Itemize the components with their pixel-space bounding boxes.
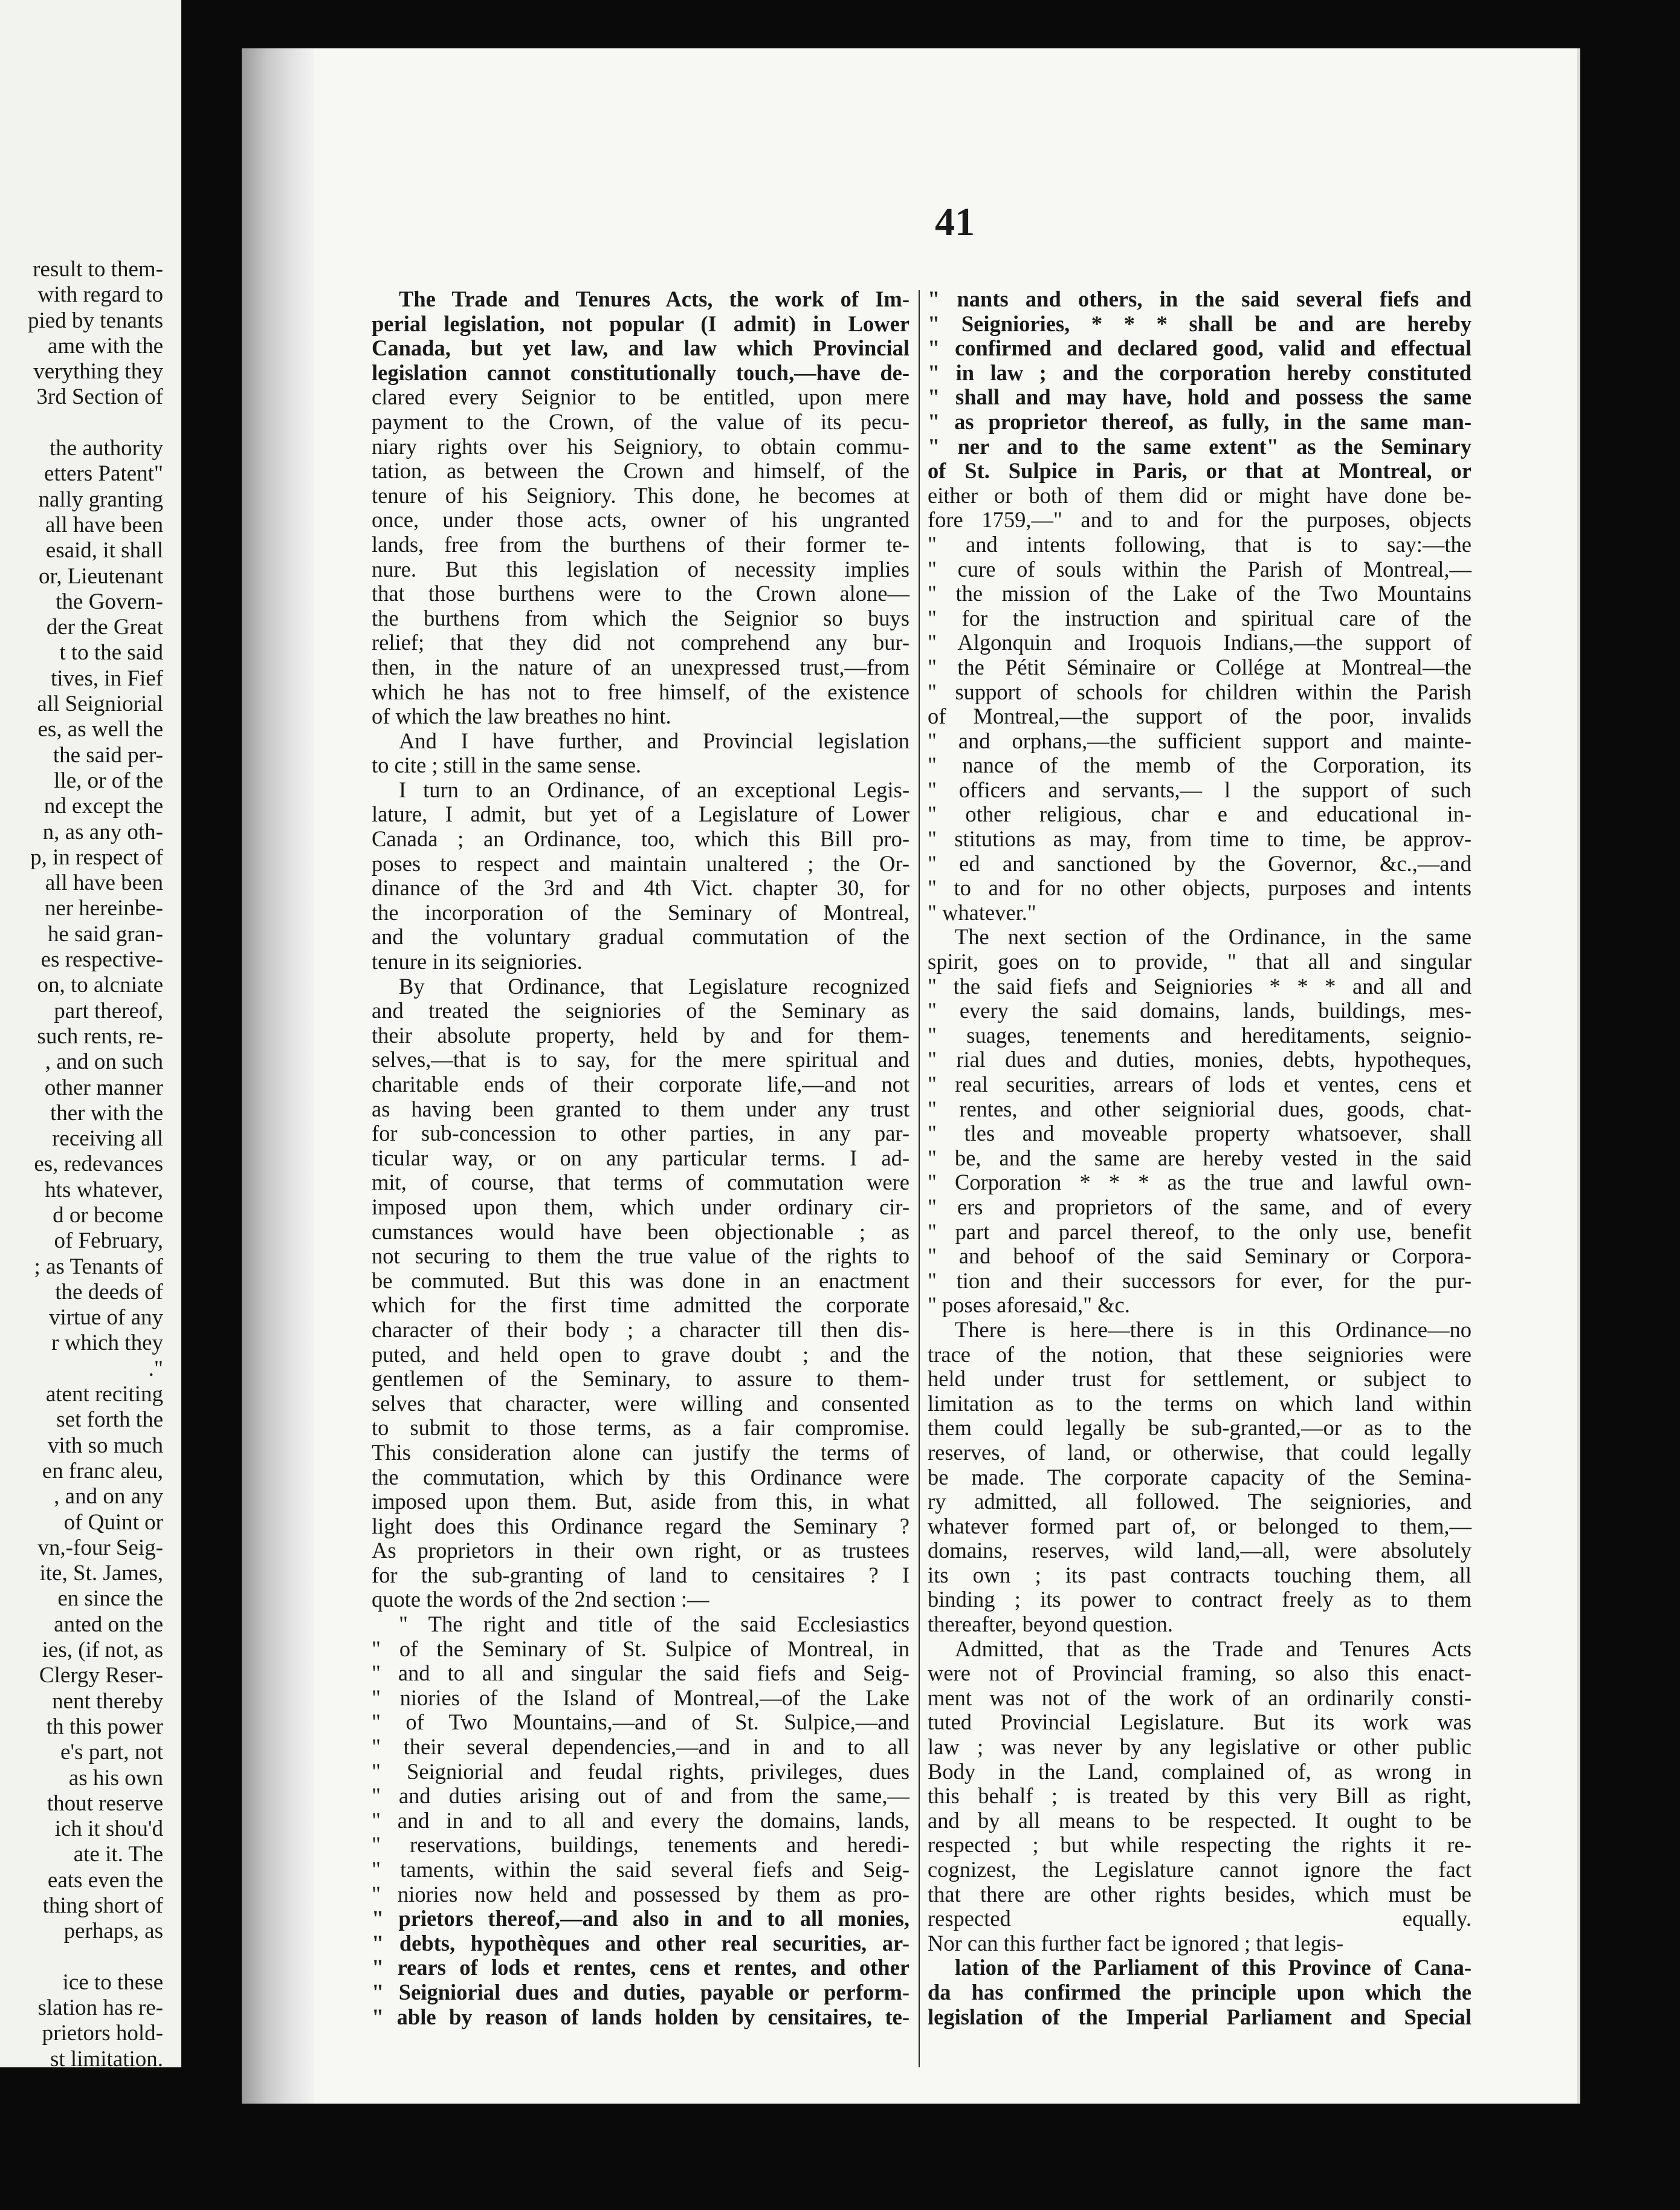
text-line: for sub-concession to other parties, in any par-: [372, 1121, 909, 1146]
text-line: " Corporation * * * as the true and lawful own-: [928, 1170, 1472, 1195]
text-line: set forth the: [56, 1407, 163, 1433]
text-line: result to them-: [33, 257, 163, 282]
text-line: its own ; its past contracts touching them, all: [928, 1562, 1472, 1587]
text-line: nure. But this legislation of necessity implies: [372, 556, 909, 582]
text-line: mit, of course, that terms of commutation were: [372, 1170, 909, 1195]
page-edge: [1577, 48, 1580, 2104]
text-line: virtue of any: [48, 1305, 163, 1330]
text-line: d or become: [53, 1202, 163, 1228]
text-line: this behalf ; is treated by this very Bill as right,: [928, 1783, 1472, 1809]
text-line: the authority: [49, 436, 163, 461]
text-line: " nants and others, in the said several fiefs and: [928, 287, 1472, 311]
text-line: " prietors thereof,—and also in and to all monies,: [372, 1906, 909, 1931]
text-line: " tion and their successors for ever, for the pur-: [928, 1268, 1472, 1293]
text-line: 3rd Section of: [36, 384, 163, 410]
text-line: verything they: [33, 359, 163, 384]
document-page: [314, 48, 1580, 2104]
text-line: " support of schools for children within the Parish: [928, 679, 1472, 704]
text-line: gentlemen of the Seminary, to assure to them-: [372, 1366, 909, 1392]
text-line: poses to respect and maintain unaltered ; the Or-: [372, 851, 909, 876]
text-line: ner hereinbe-: [44, 896, 163, 921]
text-line: atent reciting: [45, 1382, 163, 1407]
text-line: " and in and to all and every the domains, lands,: [372, 1807, 909, 1833]
text-line: selves,—that is to say, for the mere spiritual and: [372, 1047, 909, 1072]
text-line: " reservations, buildings, tenements and heredi-: [372, 1832, 909, 1858]
text-line: " niories of the Island of Montreal,—of the Lake: [372, 1685, 909, 1710]
text-line: tuted Provincial Legislature. But its work was: [928, 1709, 1472, 1735]
text-line: Clergy Reser-: [39, 1663, 163, 1688]
text-line: p, in respect of: [30, 844, 163, 870]
text-line: which he has not to free himself, of the existence: [372, 679, 909, 704]
text-line: Canada ; an Ordinance, too, which this Bill pro-: [372, 826, 909, 852]
text-line: " of the Seminary of St. Sulpice of Montreal, in: [372, 1636, 909, 1661]
right-text-column: [928, 287, 1472, 2029]
text-line: " cure of souls within the Parish of Montreal,—: [928, 556, 1472, 582]
text-line: law ; was never by any legislative or other public: [928, 1734, 1472, 1760]
text-line: " whatever.": [928, 899, 1036, 925]
text-line: " be, and the same are hereby vested in the said: [928, 1145, 1472, 1170]
text-line: charitable ends of their corporate life,—and not: [372, 1072, 909, 1097]
text-line: them could legally be sub-granted,—or as to the: [928, 1415, 1472, 1440]
text-line: thing short of: [42, 1893, 163, 1918]
text-line: " tles and moveable property whatsoever, shall: [928, 1121, 1472, 1146]
text-line: receiving all: [52, 1126, 163, 1152]
text-line: ry admitted, all followed. The seigniories, and: [928, 1489, 1472, 1514]
text-line: The Trade and Tenures Acts, the work of Im-: [399, 287, 909, 311]
text-line: of Montreal,—the support of the poor, invalids: [928, 704, 1472, 729]
text-line: ich it shou'd: [54, 1816, 163, 1842]
text-line: to cite ; still in the same sense.: [372, 753, 642, 778]
text-line: " and intents following, that is to say:—the: [928, 531, 1472, 557]
text-line: " and orphans,—the sufficient support and mainte-: [928, 728, 1472, 753]
text-line: that those burthens were to the Crown alone—: [372, 581, 909, 606]
text-line: This consideration alone can justify the terms of: [372, 1439, 909, 1465]
text-line: the burthens from which the Seignior so buys: [372, 605, 909, 630]
text-line: " and behoof of the said Seminary or Corpora-: [928, 1243, 1472, 1269]
text-line: " Seigniorial and feudal rights, privileges, dues: [372, 1758, 909, 1784]
text-line: thereafter, beyond question.: [928, 1612, 1173, 1637]
text-line: " for the instruction and spiritual care of the: [928, 605, 1472, 630]
text-line: that there are other rights besides, which must be: [928, 1881, 1472, 1907]
text-line: As proprietors in their own right, or as trustees: [372, 1538, 909, 1563]
text-line: trace of the notion, that these seigniories were: [928, 1341, 1472, 1367]
text-line: ite, St. James,: [39, 1561, 163, 1586]
text-line: of which the law breathes no hint.: [372, 704, 671, 729]
text-line: dinance of the 3rd and 4th Vict. chapter 30, for: [372, 875, 909, 901]
text-line: whatever formed part of, or belonged to them,—: [928, 1513, 1472, 1538]
text-line: character of their body ; a character till then dis-: [372, 1317, 909, 1342]
text-line: such rents, re-: [37, 1023, 163, 1049]
text-line: of February,: [54, 1228, 163, 1254]
text-line: prietors hold-: [42, 2021, 163, 2046]
text-line: nd except the: [44, 794, 163, 819]
text-line: clared every Seignior to be entitled, upon mere: [372, 384, 909, 410]
text-line: perhaps, as: [63, 1919, 163, 1944]
text-line: " Seigniories, * * * shall be and are hereby: [928, 311, 1472, 336]
text-line: as having been granted to them under any trust: [372, 1096, 909, 1121]
text-line: " rentes, and other seigniorial dues, goods, chat-: [928, 1096, 1472, 1121]
text-line: vith so much: [47, 1433, 163, 1458]
text-line: ies, (if not, as: [42, 1638, 163, 1663]
text-line: " as proprietor thereof, as fully, in the same man-: [928, 409, 1472, 434]
text-line: " niories now held and possessed by them as pro-: [372, 1881, 909, 1907]
text-line: " nance of the memb of the Corporation, its: [928, 753, 1472, 778]
column-divider: [919, 290, 920, 2067]
text-line: .": [148, 1356, 163, 1381]
text-line: Nor can this further fact be ignored ; that legis-: [928, 1930, 1344, 1956]
text-line: ther with the: [50, 1100, 163, 1126]
text-line: niary rights over his Seigniory, to obtain commu-: [372, 433, 909, 459]
text-line: Canada, but yet law, and law which Provincial: [372, 335, 909, 361]
text-line: " ed and sanctioned by the Governor, &c.,—and: [928, 851, 1472, 876]
text-line: es, redevances: [34, 1152, 163, 1177]
text-line: , and on such: [45, 1049, 163, 1075]
text-line: t to the said: [59, 640, 163, 666]
text-line: puted, and held open to grave doubt ; and the: [372, 1341, 909, 1367]
text-line: Admitted, that as the Trade and Tenures Acts: [955, 1636, 1472, 1661]
text-line: " debts, hypothèques and other real securities, ar-: [372, 1930, 909, 1956]
text-line: either or both of them did or might have done be-: [928, 482, 1472, 508]
text-line: ment was not of the work of an ordinarily consti-: [928, 1685, 1472, 1710]
text-line: hts whatever,: [45, 1177, 163, 1202]
text-line: spirit, goes on to provide, " that all and singular: [928, 949, 1472, 974]
text-line: der the Great: [46, 615, 163, 640]
text-line: all have been: [45, 870, 163, 896]
text-line: " rial dues and duties, monies, debts, hypotheques,: [928, 1047, 1472, 1072]
text-line: ice to these: [62, 1969, 163, 1995]
text-line: " suages, tenements and hereditaments, seignio-: [928, 1022, 1472, 1048]
text-line: The next section of the Ordinance, in the same: [955, 924, 1472, 950]
text-line: " the Pétit Séminaire or Collége at Montreal—the: [928, 654, 1472, 679]
text-line: imposed upon them, which under ordinary cir-: [372, 1194, 909, 1219]
text-line: lle, or of the: [54, 768, 163, 793]
text-line: th this power: [46, 1714, 163, 1739]
text-line: " taments, within the said several fiefs and Seig-: [372, 1857, 909, 1882]
text-line: ; as Tenants of: [34, 1254, 163, 1279]
text-line: binding ; its power to contract freely as to them: [928, 1587, 1472, 1612]
text-line: " rears of lods et rentes, cens et rentes, and other: [372, 1955, 909, 1980]
text-line: ticular way, or on any particular terms. I ad-: [372, 1145, 909, 1170]
text-line: domains, reserves, wild land,—all, were absolutely: [928, 1538, 1472, 1563]
text-line: esaid, it shall: [45, 538, 163, 563]
text-line: vn,-four Seig-: [37, 1535, 163, 1560]
text-line: payment to the Crown, of the value of its pecu-: [372, 409, 909, 434]
text-line: lature, I admit, but yet of a Legislature of Lower: [372, 802, 909, 827]
text-line: to submit to those terms, as a fair compromise.: [372, 1415, 909, 1440]
text-line: limitation as to the terms on which land within: [928, 1390, 1472, 1416]
text-line: eats even the: [47, 1867, 163, 1893]
text-line: legislation cannot constitutionally touch,—have de-: [372, 360, 909, 385]
text-line: " and to all and singular the said fiefs and Seig-: [372, 1661, 909, 1686]
text-line: By that Ordinance, that Legislature recognized: [399, 973, 909, 999]
text-line: " every the said domains, lands, buildings, mes-: [928, 998, 1472, 1023]
text-line: " and duties arising out of and from the same,—: [372, 1783, 909, 1809]
text-line: he said gran-: [47, 921, 163, 947]
text-line: for the sub-granting of land to censitaires ? I: [372, 1562, 909, 1587]
text-line: tives, in Fief: [50, 666, 163, 691]
text-line: tenure of his Seigniory. This done, he becomes at: [372, 482, 909, 508]
text-line: " part and parcel thereof, to the only use, benefit: [928, 1219, 1472, 1244]
text-line: selves that character, were willing and consented: [372, 1390, 909, 1416]
text-line: tation, as between the Crown and himself, of the: [372, 458, 909, 484]
text-line: anted on the: [54, 1612, 163, 1637]
previous-page-text: [0, 257, 163, 2067]
text-line: quote the words of the 2nd section :—: [372, 1587, 709, 1612]
text-line: ame with the: [47, 333, 163, 358]
text-line: legislation of the Imperial Parliament and Special: [928, 2004, 1472, 2029]
text-line: etters Patent": [44, 461, 163, 487]
text-line: fore 1759,—" and to and for the purposes, objects: [928, 507, 1472, 533]
text-line: r which they: [51, 1330, 163, 1356]
text-line: " shall and may have, hold and possess the same: [928, 384, 1472, 410]
text-line: respected equally.: [928, 1906, 1472, 1931]
text-line: There is here—there is in this Ordinance—no: [955, 1317, 1472, 1342]
text-line: And I have further, and Provincial legislation: [399, 728, 909, 753]
text-line: lands, free from the burthens of their former te-: [372, 531, 909, 557]
text-line: reserves, of land, or otherwise, that could legally: [928, 1439, 1472, 1465]
text-line: tenure in its seigniories.: [372, 949, 583, 974]
page-number: 41: [935, 200, 975, 244]
text-line: " of Two Mountains,—and of St. Sulpice,—and: [372, 1709, 909, 1735]
text-line: of Quint or: [63, 1509, 163, 1535]
text-line: es respective-: [40, 947, 163, 973]
text-line: were not of Provincial framing, so also this enact-: [928, 1661, 1472, 1686]
text-line: part thereof,: [54, 998, 163, 1023]
text-line: once, under those acts, owner of his ungranted: [372, 507, 909, 533]
text-line: the deeds of: [55, 1279, 163, 1304]
text-line: be commuted. But this was done in an enactment: [372, 1268, 909, 1293]
text-line: " the mission of the Lake of the Two Mountains: [928, 581, 1472, 606]
text-line: slation has re-: [37, 1995, 163, 2021]
text-line: pied by tenants: [27, 308, 163, 333]
text-line: [0, 410, 163, 436]
text-line: n, as any oth-: [42, 819, 163, 844]
text-line: not securing to them the true value of the rights to: [372, 1243, 909, 1269]
text-line: then, in the nature of an unexpressed trust,—from: [372, 654, 909, 679]
text-line: " able by reason of lands holden by censitaires, te-: [372, 2004, 909, 2029]
text-line: " to and for no other objects, purposes and intents: [928, 875, 1472, 901]
text-line: be made. The corporate capacity of the Semina-: [928, 1464, 1472, 1489]
text-line: " ner and to the same extent" as the Seminary: [928, 433, 1472, 459]
text-line: cognizest, the Legislature cannot ignore the fact: [928, 1857, 1472, 1882]
text-line: " Seigniorial dues and duties, payable or perform-: [372, 1979, 909, 2004]
text-line: e's part, not: [60, 1740, 163, 1765]
text-line: ate it. The: [73, 1842, 163, 1867]
text-line: da has confirmed the principle upon which the: [928, 1979, 1472, 2004]
text-line: " officers and servants,— l the support of such: [928, 777, 1472, 802]
text-line: the Govern-: [56, 589, 163, 614]
text-line: on, to alcniate: [37, 973, 163, 998]
text-line: " stitutions as may, from time to time, be approv-: [928, 826, 1472, 852]
left-text-column: [372, 287, 909, 2029]
text-line: their absolute property, held by and for them-: [372, 1022, 909, 1048]
text-line: I turn to an Ordinance, of an exceptional Legis-: [399, 777, 909, 802]
text-line: all Seigniorial: [37, 692, 163, 717]
text-line: as his own: [68, 1765, 163, 1790]
text-line: respected ; but while respecting the rights it re-: [928, 1832, 1472, 1858]
text-line: thout reserve: [47, 1790, 163, 1816]
text-line: , and on any: [54, 1484, 163, 1509]
text-line: the said per-: [53, 742, 163, 768]
text-line: the commutation, which by this Ordinance were: [372, 1464, 909, 1489]
text-line: and treated the seigniories of the Seminary as: [372, 998, 909, 1023]
text-line: nent thereby: [52, 1688, 163, 1714]
text-line: " ers and proprietors of the same, and of every: [928, 1194, 1472, 1219]
text-line: " poses aforesaid," &c.: [928, 1292, 1130, 1318]
previous-page-fragment: [0, 0, 181, 2067]
text-line: all have been: [45, 512, 163, 537]
text-line: " confirmed and declared good, valid and effectual: [928, 335, 1472, 361]
text-line: and the voluntary gradual commutation of the: [372, 924, 909, 950]
text-line: of St. Sulpice in Paris, or that at Montreal, or: [928, 458, 1472, 484]
text-line: cumstances would have been objectionable ; as: [372, 1219, 909, 1244]
text-line: " Algonquin and Iroquois Indians,—the support of: [928, 630, 1472, 655]
text-line: or, Lieutenant: [38, 563, 163, 589]
text-line: " in law ; and the corporation hereby constituted: [928, 360, 1472, 385]
text-line: nally granting: [38, 487, 163, 512]
text-line: with regard to: [37, 282, 163, 308]
text-line: " the said fiefs and Seigniories * * * and all and: [928, 973, 1472, 999]
text-line: " The right and title of the said Ecclesiastics: [399, 1612, 909, 1637]
text-line: imposed upon them. But, aside from this, in what: [372, 1489, 909, 1514]
text-line: which for the first time admitted the corporate: [372, 1292, 909, 1318]
text-line: the incorporation of the Seminary of Montreal,: [372, 899, 909, 925]
text-line: and by all means to be respected. It ought to be: [928, 1807, 1472, 1833]
book-binding-shadow: [242, 48, 314, 2104]
text-line: lation of the Parliament of this Province of Cana-: [955, 1955, 1472, 1980]
text-line: light does this Ordinance regard the Seminary ?: [372, 1513, 909, 1538]
text-line: " real securities, arrears of lods et ventes, cens et: [928, 1072, 1472, 1097]
text-line: en franc aleu,: [42, 1458, 163, 1483]
text-line: [0, 1945, 163, 1970]
text-line: es, as well the: [37, 717, 163, 742]
text-line: " other religious, char e and educational in-: [928, 802, 1472, 827]
text-line: held under trust for settlement, or subject to: [928, 1366, 1472, 1392]
text-line: st limitation.: [50, 2046, 163, 2067]
text-line: Body in the Land, complained of, as wrong in: [928, 1758, 1472, 1784]
text-line: " their several dependencies,—and in and to all: [372, 1734, 909, 1760]
text-line: en since the: [57, 1586, 163, 1612]
text-line: relief; that they did not comprehend any bur-: [372, 630, 909, 655]
text-line: other manner: [44, 1075, 163, 1100]
text-line: perial legislation, not popular (I admit) in Lower: [372, 311, 909, 336]
